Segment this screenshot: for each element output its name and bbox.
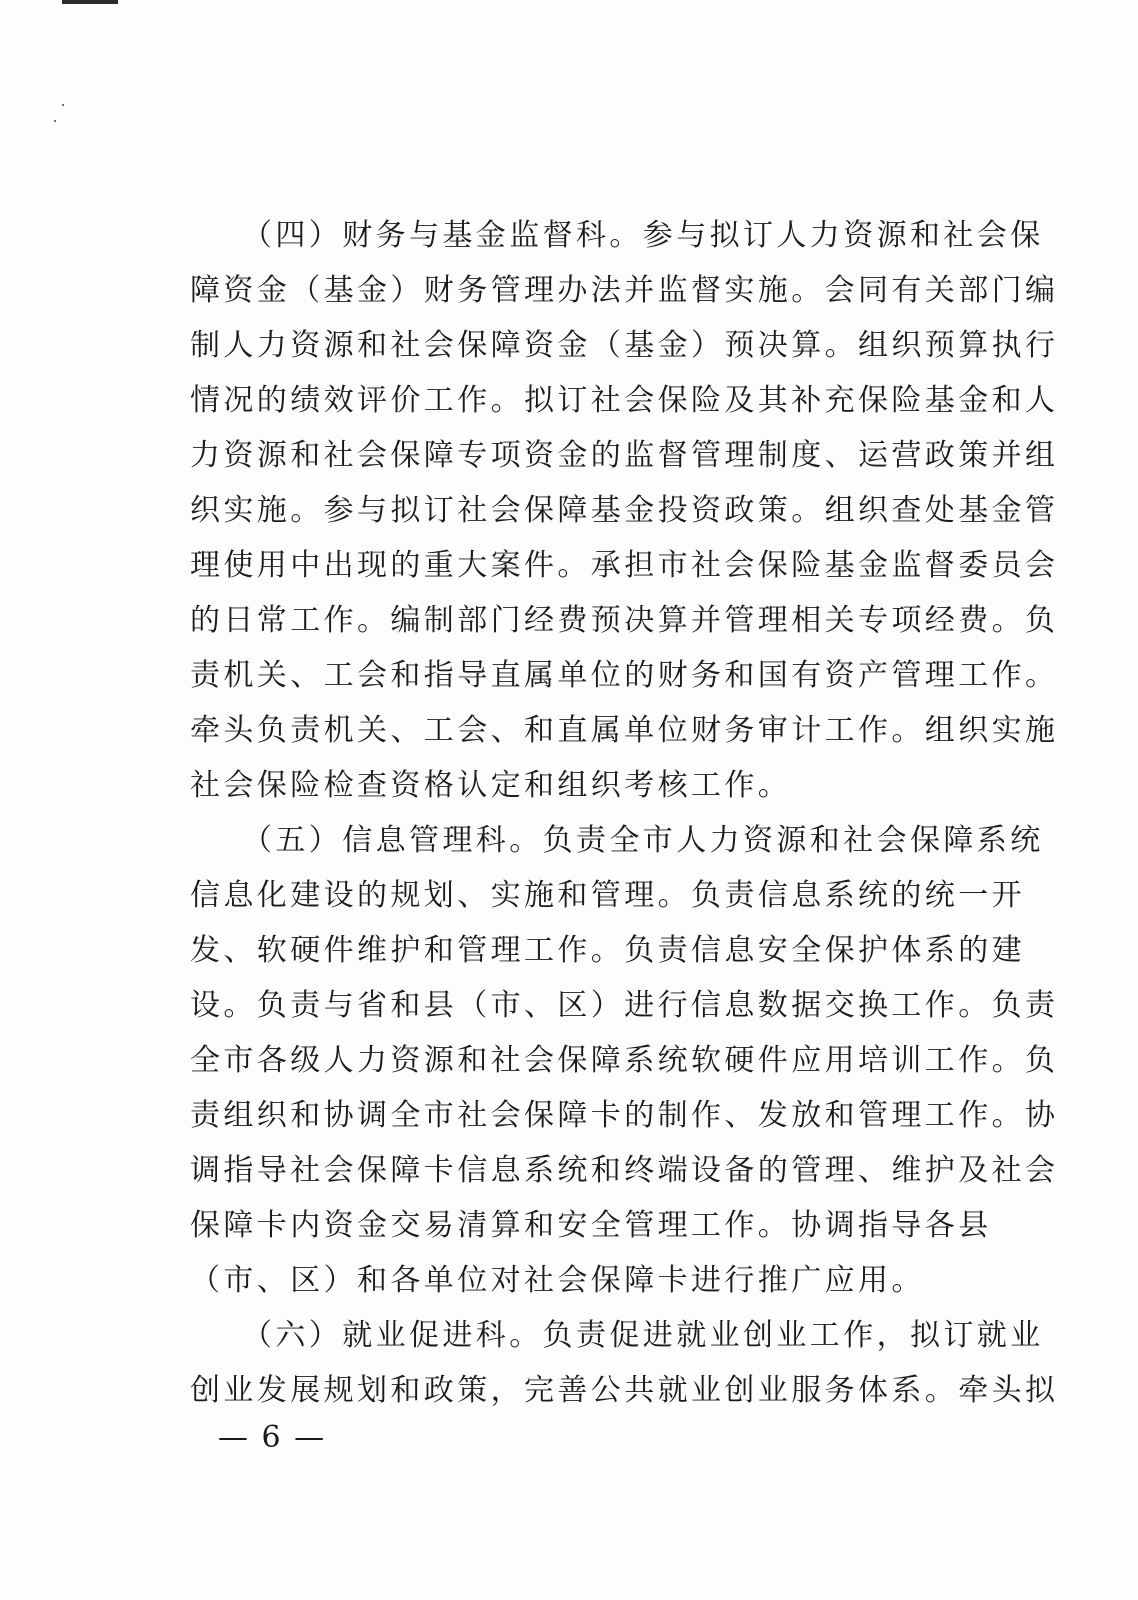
text-line: 社会保险检查资格认定和组织考核工作。: [190, 768, 792, 803]
text-line: （五）信息管理科。负责全市人力资源和社会保障系统: [242, 823, 1044, 858]
text-line: 牵头负责机关、工会、和直属单位财务审计工作。组织实施: [190, 713, 1059, 748]
text-line: 理使用中出现的重大案件。承担市社会保险基金监督委员会: [190, 548, 1059, 583]
text-line: 责组织和协调全市社会保障卡的制作、发放和管理工作。协: [190, 1098, 1059, 1133]
page-number: — 6 —: [218, 1420, 327, 1455]
text-line: 力资源和社会保障专项资金的监督管理制度、运营政策并组: [190, 438, 1059, 473]
text-line: （四）财务与基金监督科。参与拟订人力资源和社会保: [242, 218, 1044, 253]
text-line: （六）就业促进科。负责促进就业创业工作，拟订就业: [242, 1318, 1044, 1353]
text-line: 发、软硬件维护和管理工作。负责信息安全保护体系的建: [190, 933, 1025, 968]
text-line: 责机关、工会和指导直属单位的财务和国有资产管理工作。: [190, 658, 1059, 693]
text-line: 全市各级人力资源和社会保障系统软硬件应用培训工作。负: [190, 1043, 1059, 1078]
paragraph-employment-promotion: [190, 1308, 1059, 1418]
text-line: 设。负责与省和县（市、区）进行信息数据交换工作。负责: [190, 988, 1059, 1023]
text-line: 织实施。参与拟订社会保障基金投资政策。组织查处基金管: [190, 493, 1059, 528]
text-line: 保障卡内资金交易清算和安全管理工作。协调指导各县: [190, 1208, 992, 1243]
scan-speck: [54, 120, 56, 122]
text-line: 障资金（基金）财务管理办法并监督实施。会同有关部门编: [190, 273, 1059, 308]
text-line: 的日常工作。编制部门经费预决算并管理相关专项经费。负: [190, 603, 1059, 638]
text-line: 情况的绩效评价工作。拟订社会保险及其补充保险基金和人: [190, 383, 1059, 418]
text-line: （市、区）和各单位对社会保障卡进行推广应用。: [190, 1263, 925, 1298]
text-line: 信息化建设的规划、实施和管理。负责信息系统的统一开: [190, 878, 1025, 913]
scan-speck: [62, 104, 64, 106]
paragraph-finance-fund-supervision: [190, 208, 1059, 813]
paragraph-information-management: [190, 813, 1059, 1308]
text-line: 创业发展规划和政策，完善公共就业创业服务体系。牵头拟: [190, 1373, 1059, 1408]
scan-edge-mark: [62, 0, 118, 4]
text-line: 调指导社会保障卡信息系统和终端设备的管理、维护及社会: [190, 1153, 1059, 1188]
text-line: 制人力资源和社会保障资金（基金）预决算。组织预算执行: [190, 328, 1059, 363]
document-body: [190, 208, 1059, 1418]
